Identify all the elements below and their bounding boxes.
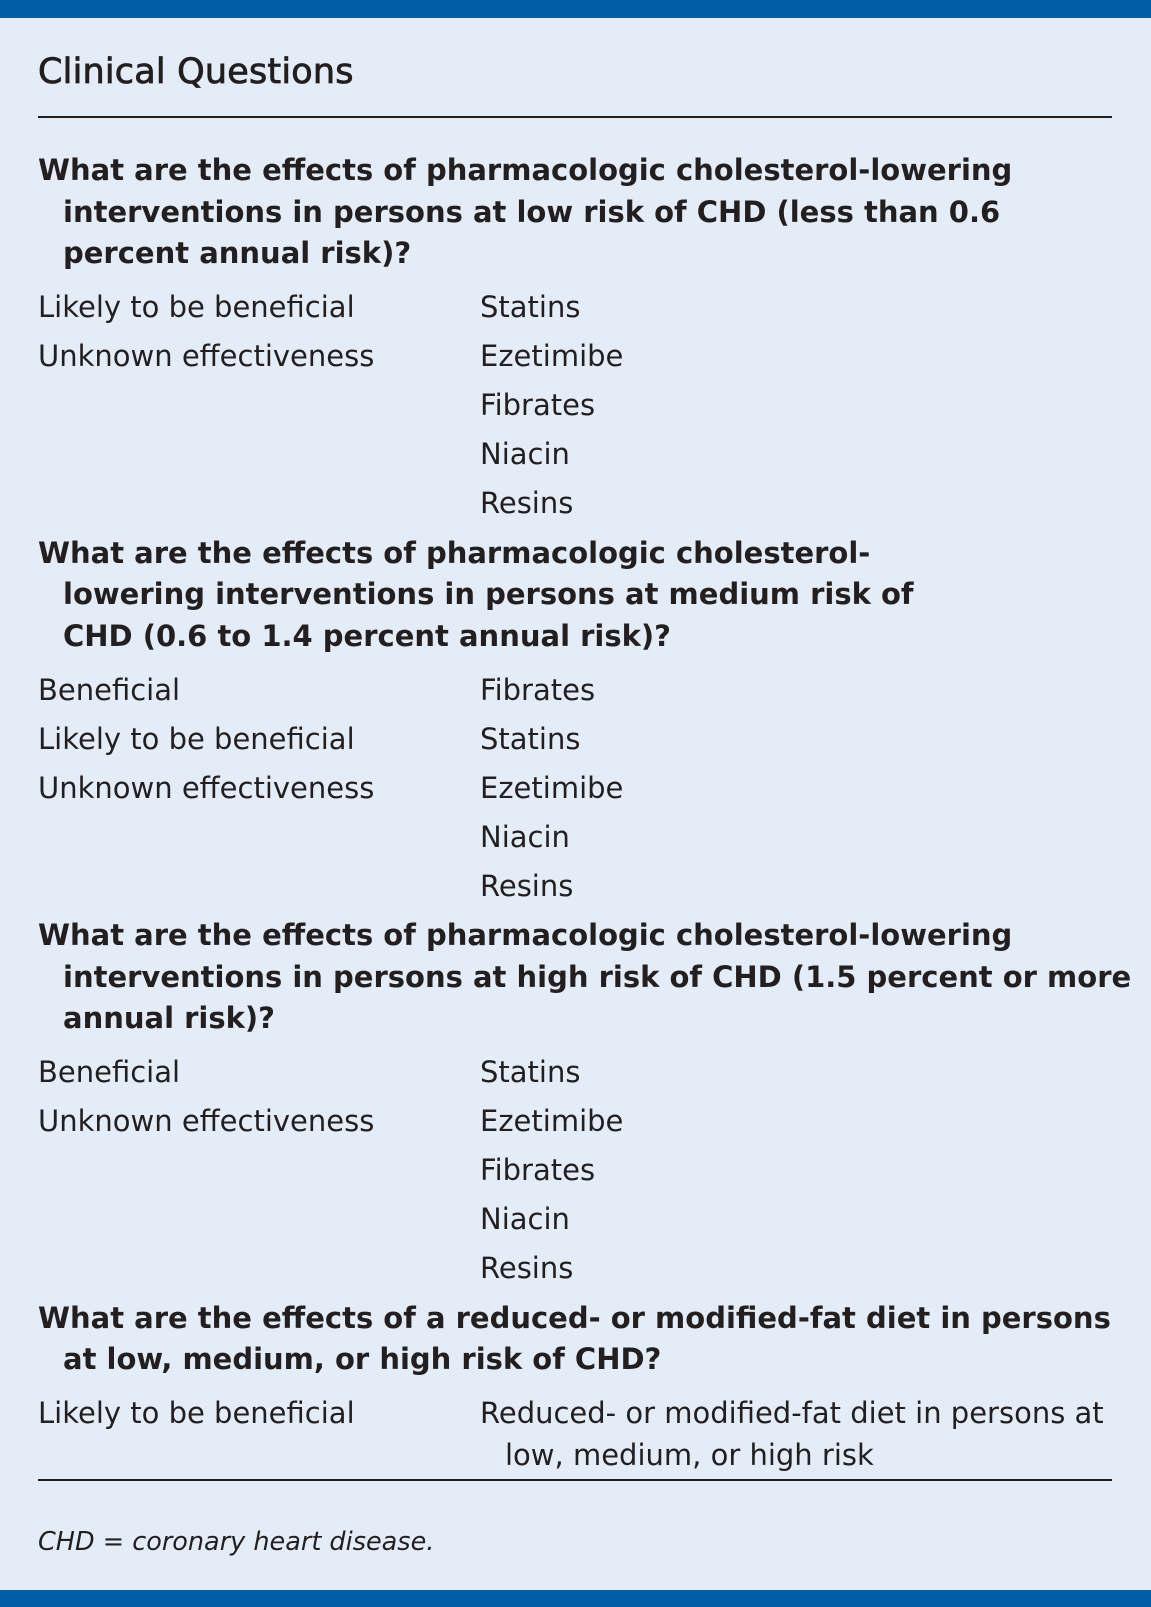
footnote: CHD = coronary heart disease. <box>38 1527 435 1557</box>
intervention: Niacin <box>480 437 570 471</box>
table-row <box>38 483 1118 525</box>
table-row <box>38 1052 1118 1094</box>
intervention: Reduced- or modified-fat diet in persons at low, medium, or high risk <box>480 1396 1104 1472</box>
effectiveness-category <box>38 817 480 859</box>
effectiveness-category: Likely to be beneficial <box>38 290 355 324</box>
intervention: Resins <box>480 868 574 903</box>
intervention: Ezetimibe <box>480 770 624 805</box>
effectiveness-category <box>38 1248 480 1290</box>
table-row <box>38 866 1118 908</box>
intervention: Resins <box>480 486 574 520</box>
footer-divider <box>38 1479 1112 1481</box>
intervention: Fibrates <box>480 1153 596 1187</box>
intervention: Resins <box>480 1251 574 1285</box>
question-heading: What are the effects of a reduced- or modified-fat diet in persons at low, medium, or high risk of CHD? <box>38 1300 1111 1376</box>
page-title: Clinical Questions <box>38 52 354 92</box>
effectiveness-category: Beneficial <box>38 672 181 707</box>
effectiveness-category <box>38 385 480 427</box>
table-row <box>38 1101 1118 1143</box>
top-accent-bar <box>0 0 1151 18</box>
question-heading: What are the effects of pharmacologic cholesterol-lowering interventions in persons at low risk of CHD (less than 0.6 percent annual risk)? <box>38 153 1013 270</box>
question-block-2 <box>38 533 1118 908</box>
table-row <box>38 817 1118 859</box>
table-row <box>38 287 1118 329</box>
intervention: Statins <box>480 1055 581 1089</box>
effectiveness-category <box>38 483 480 525</box>
question-heading: What are the effects of pharmacologic cholesterol-lowering interventions in persons at high risk of CHD (1.5 percent or more annual risk)? <box>38 918 1132 1035</box>
question-heading: What are the effects of pharmacologic cholesterol-lowering interventions in persons at medium risk of CHD (0.6 to 1.4 percent annual risk)? <box>38 535 914 653</box>
intervention: Statins <box>480 290 581 324</box>
effectiveness-category <box>38 1199 480 1241</box>
table-row <box>38 1199 1118 1241</box>
intervention: Niacin <box>480 819 570 854</box>
table-row <box>38 1150 1118 1192</box>
table-row <box>38 434 1118 476</box>
effectiveness-category <box>38 1150 480 1192</box>
intervention: Fibrates <box>480 672 596 707</box>
bottom-accent-bar <box>0 1590 1151 1607</box>
effectiveness-category <box>38 434 480 476</box>
effectiveness-category: Likely to be beneficial <box>38 721 355 756</box>
question-block-3 <box>38 915 1132 1290</box>
table-row <box>38 670 1118 712</box>
effectiveness-category: Unknown effectiveness <box>38 339 375 373</box>
table-row <box>38 385 1118 427</box>
effectiveness-category <box>38 866 480 908</box>
effectiveness-category: Unknown effectiveness <box>38 1104 375 1138</box>
effectiveness-category: Unknown effectiveness <box>38 770 375 805</box>
intervention: Ezetimibe <box>480 339 624 373</box>
table-row <box>38 1393 1118 1476</box>
title-divider <box>38 116 1112 118</box>
effectiveness-category: Likely to be beneficial <box>38 1396 355 1430</box>
intervention: Fibrates <box>480 388 596 422</box>
table-row <box>38 336 1118 378</box>
effectiveness-category: Beneficial <box>38 1055 181 1089</box>
table-row <box>38 1248 1118 1290</box>
questions-list <box>38 150 1132 1476</box>
intervention: Statins <box>480 721 581 756</box>
question-block-1 <box>38 150 1118 525</box>
question-block-4 <box>38 1298 1118 1477</box>
intervention: Ezetimibe <box>480 1104 624 1138</box>
table-row <box>38 719 1118 761</box>
table-row <box>38 768 1118 810</box>
intervention: Niacin <box>480 1202 570 1236</box>
